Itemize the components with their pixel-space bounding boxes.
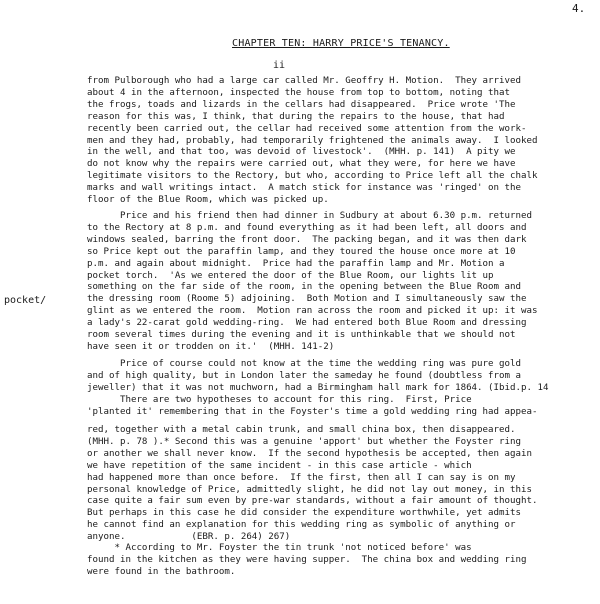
text-line: anyone. (EBR. p. 264) 267) [87,532,291,543]
text-line: do not know why the repairs were carried out, what they were, for here we have [87,159,516,170]
text-line: he cannot find an explanation for this wedding ring as symbolic of anything or [87,520,516,531]
text-line: so Price kept out the paraffin lamp, and they toured the house once more at 10 [87,246,516,257]
text-line: and of high quality, but in London later the sameday he found (doubtless from a [87,370,522,381]
text-line: But perhaps in this case he did consider the expenditure worthwhile, yet admits [87,508,522,519]
text-line: the frogs, toads and lizards in the cellars had disappeared. Price wrote 'The [87,99,516,110]
text-line: about 4 in the afternoon, inspected the house from top to bottom, noting that [87,87,511,98]
footnote-line: found in the kitchen as they were having supper. The china box and wedding ring [87,554,527,565]
text-line: to the Rectory at 8 p.m. and found everything as it had been left, all doors and [87,222,527,233]
text-line: marks and wall writings intact. A match stick for instance was 'ringed' on the [87,183,522,194]
text-line: windows sealed, barring the front door. The packing began, and it was then dark [87,234,527,245]
text-line: in the well, and that too, was devoid of livestock'. (MHH. p. 141) A pity we [87,147,516,158]
margin-annotation: pocket/ [4,295,47,306]
paragraph-3 [87,359,587,419]
page-number: 4. [572,2,586,15]
text-line: red, together with a metal cabin trunk, and small china box, then disappeared. [87,425,516,435]
text-line: personal knowledge of Price, admittedly slight, he did not lay out money, in this [87,484,532,495]
text-line: There are two hypotheses to account for this ring. First, Price [87,394,472,405]
text-line: (MHH. p. 78 ).* Second this was a genuine 'apport' but whether the Foyster ring [87,436,522,447]
footnote [87,543,587,579]
paragraph-1 [87,76,587,207]
paragraph-2 [87,211,587,354]
text-line: recently been carried out, the cellar had received some attention from the work- [87,123,527,134]
text-line: have seen it or trodden on it.' (MHH. 141-2) [87,341,335,352]
text-line: something on the far side of the room, in the opening between the Blue Room and [87,282,522,293]
chapter-title: CHAPTER TEN: HARRY PRICE'S TENANCY. [232,38,450,49]
text-line: pocket torch. 'As we entered the door of the Blue Room, our lights lit up [87,270,494,281]
paragraph-4 [87,425,587,544]
text-line: floor of the Blue Room, which was picked up. [87,195,329,206]
text-line: room several times during the evening and it is unthinkable that we should not [87,330,516,341]
text-line: we have repetition of the same incident - in this case article - which [87,460,472,471]
text-line: glint as we entered the room. Motion ran across the room and picked it up: it was [87,306,538,317]
text-line: Price and his friend then had dinner in Sudbury at about 6.30 p.m. returned [87,211,532,221]
text-line: men and they had, probably, had temporarily frightened the animals away. I looked [87,135,538,146]
text-line: legitimate visitors to the Rectory, but who, according to Price left all the chalk [87,171,538,182]
text-line: Price of course could not know at the time the wedding ring was pure gold [87,359,522,369]
text-line: from Pulborough who had a large car called Mr. Geoffry H. Motion. They arrived [87,76,522,86]
text-line: 'planted it' remembering that in the Foyster's time a gold wedding ring had appea- [87,406,538,417]
text-line: a lady's 22-carat gold wedding-ring. We had entered both Blue Room and dressing [87,318,527,329]
text-line: the dressing room (Roome 5) adjoining. Both Motion and I simultaneously saw the [87,294,527,305]
footnote-line: * According to Mr. Foyster the tin trunk 'not noticed before' was [87,543,472,553]
text-line: jeweller) that it was not muchworn, had a Birmingham hall mark for 1864. (Ibid.p. 14 [87,382,549,393]
text-line: p.m. and again about midnight. Price had the paraffin lamp and Mr. Motion a [87,258,505,269]
text-line: case quite a fair sum even by pre-war standards, without a fair amount of thought. [87,496,538,507]
text-line: or another we shall never know. If the second hypothesis be accepted, then again [87,448,532,459]
footnote-line: were found in the bathroom. [87,566,236,577]
section-number: ii [273,60,286,71]
text-line: reason for this was, I think, that during the repairs to the house, that had [87,111,505,122]
text-line: had happened more than once before. If the first, then all I can say is on my [87,472,516,483]
